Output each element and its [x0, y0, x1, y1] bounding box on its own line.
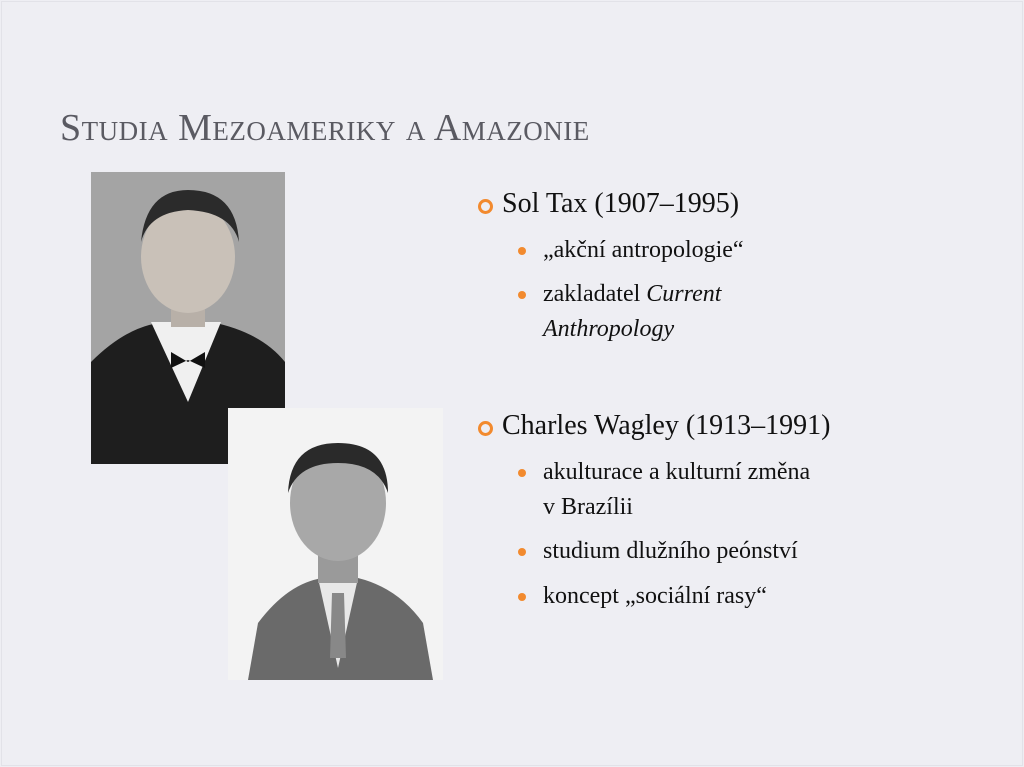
bullet-text: akulturace a kulturní změna [543, 459, 811, 485]
person-heading: Charles Wagley (1913–1991) [502, 410, 831, 441]
sub-bullet [543, 277, 721, 347]
sub-bullet [543, 534, 798, 569]
bullet-sol-tax [502, 188, 739, 220]
bullet-text: v Brazílii [543, 494, 633, 520]
dot-bullet-icon [518, 247, 526, 255]
journal-title: Current [646, 281, 722, 307]
sub-bullet [543, 233, 744, 268]
dot-bullet-icon [518, 593, 526, 601]
dot-bullet-icon [518, 469, 526, 477]
dot-bullet-icon [518, 548, 526, 556]
slide-title: Studia Mezoameriky a Amazonie [60, 107, 590, 149]
bullet-charles-wagley [502, 410, 831, 442]
dot-bullet-icon [518, 291, 526, 299]
bullet-text: koncept „sociální rasy“ [543, 583, 767, 609]
bullet-text: „akční antropologie“ [543, 237, 744, 263]
person-heading: Sol Tax (1907–1995) [502, 188, 740, 219]
bullet-text: studium dlužního peónství [543, 538, 798, 564]
circle-bullet-icon [478, 421, 493, 436]
sub-bullet [543, 579, 767, 614]
journal-title: Anthropology [543, 316, 675, 342]
circle-bullet-icon [478, 199, 493, 214]
bullet-text: zakladatel [543, 281, 647, 307]
sub-bullet [543, 455, 810, 525]
portrait-charles-wagley [228, 408, 443, 680]
